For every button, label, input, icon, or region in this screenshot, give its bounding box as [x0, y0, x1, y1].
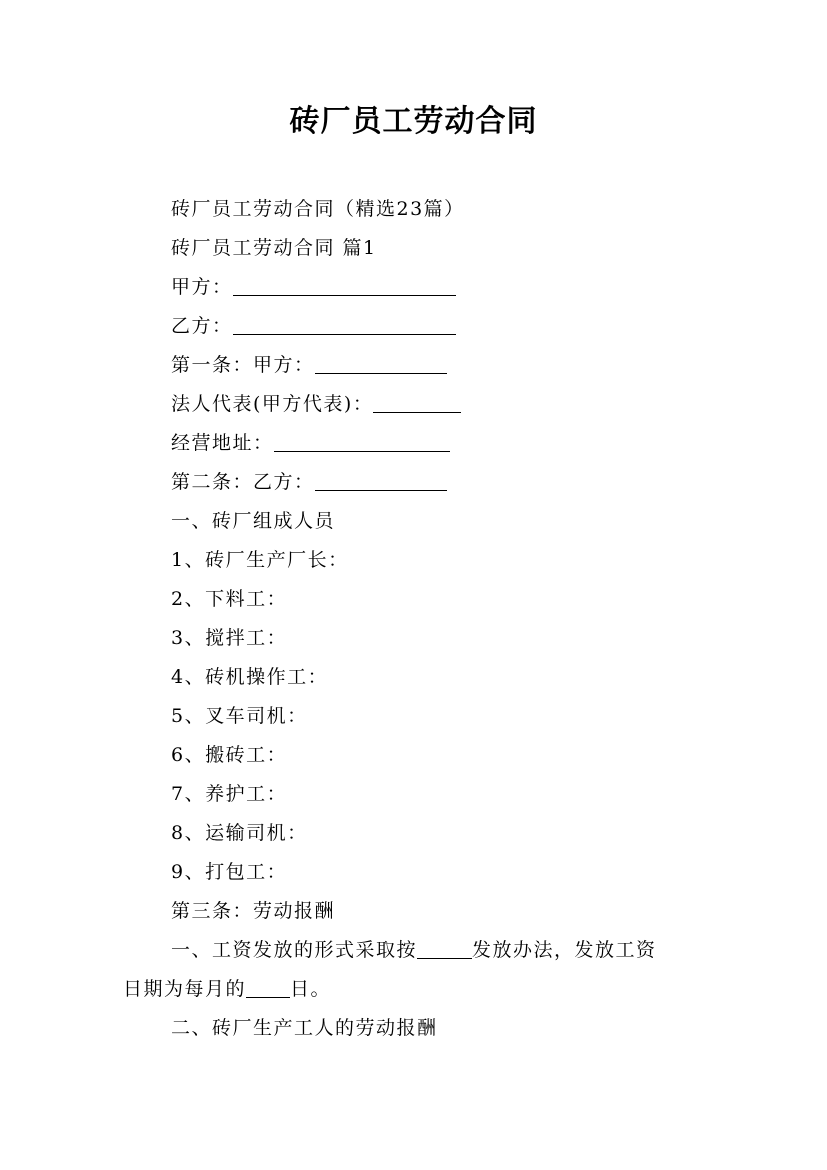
- wage-method-blank: [417, 936, 472, 959]
- legal-rep-line: [123, 385, 708, 424]
- party-b-blank: [233, 312, 456, 335]
- party-b-line: [123, 307, 708, 346]
- party-a-blank: [233, 273, 456, 296]
- article-1-blank: [315, 351, 447, 374]
- staff-item: 1、砖厂生产厂长：: [171, 549, 349, 571]
- wage-text-3: 日期为每月的: [123, 978, 247, 1000]
- wage-text-4: 日。: [290, 978, 332, 1000]
- address-blank: [274, 429, 450, 452]
- article-1-label: 第一条：甲方：: [171, 354, 315, 376]
- staff-item: 7、养护工：: [171, 783, 288, 805]
- staff-item: 9、打包工：: [171, 861, 288, 883]
- party-b-label: 乙方：: [171, 315, 233, 337]
- wage-text-2: 发放办法，发放工资: [472, 939, 657, 961]
- address-line: [123, 424, 708, 463]
- article-2-label: 第二条：乙方：: [171, 471, 315, 493]
- staff-item: 3、搅拌工：: [171, 627, 288, 649]
- legal-rep-label: 法人代表(甲方代表)：: [171, 393, 374, 415]
- staff-item: 8、运输司机：: [171, 822, 308, 844]
- party-a-line: [123, 268, 708, 307]
- party-a-label: 甲方：: [171, 276, 233, 298]
- legal-rep-blank: [373, 390, 461, 413]
- document-title: 砖厂员工劳动合同: [289, 104, 538, 139]
- article-3-heading: 第三条：劳动报酬: [171, 900, 336, 922]
- article-2-blank: [315, 468, 447, 491]
- wage-line-1: [123, 931, 708, 970]
- wage-text-1: 一、工资发放的形式采取按: [171, 939, 418, 961]
- document-subtitle: 砖厂员工劳动合同（精选23篇）: [171, 198, 465, 220]
- staff-item: 6、搬砖工：: [171, 744, 288, 766]
- article-1-line: [123, 346, 708, 385]
- section-heading: 砖厂员工劳动合同 篇1: [171, 237, 377, 259]
- document-body: [123, 190, 708, 1048]
- article-2-line: [123, 463, 708, 502]
- staff-item: 4、砖机操作工：: [171, 666, 329, 688]
- staff-item: 2、下料工：: [171, 588, 288, 610]
- composition-heading: 一、砖厂组成人员: [171, 510, 336, 532]
- wage-line-2: [123, 970, 708, 1009]
- wage-day-blank: [246, 975, 290, 998]
- address-label: 经营地址：: [171, 432, 274, 454]
- staff-item: 5、叉车司机：: [171, 705, 308, 727]
- production-pay-heading: 二、砖厂生产工人的劳动报酬: [171, 1017, 438, 1039]
